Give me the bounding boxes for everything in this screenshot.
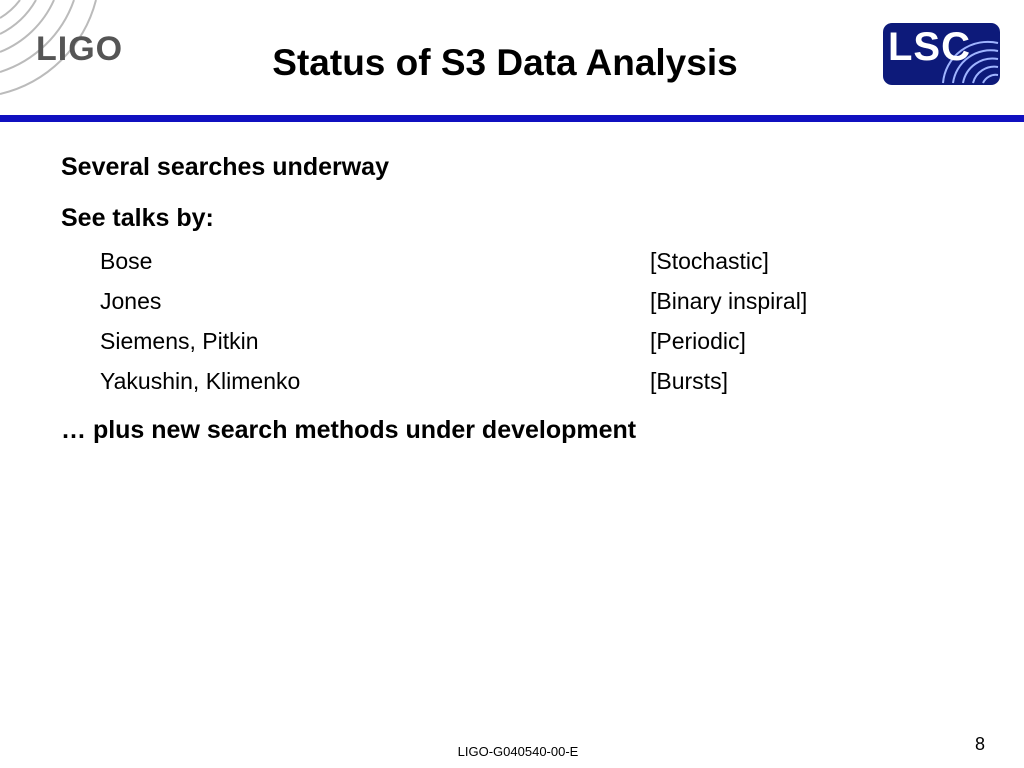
- ligo-logo-text: LIGO: [36, 30, 124, 68]
- talk-speaker: Siemens, Pitkin: [100, 328, 259, 354]
- bullet-new-methods: … plus new search methods under development: [61, 416, 637, 444]
- talk-speaker: Yakushin, Klimenko: [100, 368, 301, 394]
- bullet-searches-underway: Several searches underway: [61, 153, 389, 181]
- lsc-logo: [883, 23, 1000, 85]
- page-number: 8: [975, 734, 986, 754]
- talk-row: [100, 248, 900, 278]
- talk-topic: [Periodic]: [650, 328, 746, 354]
- footer-document-id: LIGO-G040540-00-E: [457, 744, 579, 759]
- talk-topic: [Bursts]: [650, 368, 728, 394]
- talk-row: [100, 288, 900, 318]
- header-rule: [0, 115, 1024, 122]
- talk-row: [100, 328, 900, 358]
- talk-topic: [Binary inspiral]: [650, 288, 808, 314]
- talk-speaker: Bose: [100, 248, 153, 274]
- bullet-see-talks: See talks by:: [61, 204, 214, 232]
- talk-topic: [Stochastic]: [650, 248, 769, 274]
- slide-title: Status of S3 Data Analysis: [272, 42, 738, 83]
- talk-row: [100, 368, 900, 398]
- talk-speaker: Jones: [100, 288, 162, 314]
- lsc-logo-text: LSC: [888, 25, 971, 69]
